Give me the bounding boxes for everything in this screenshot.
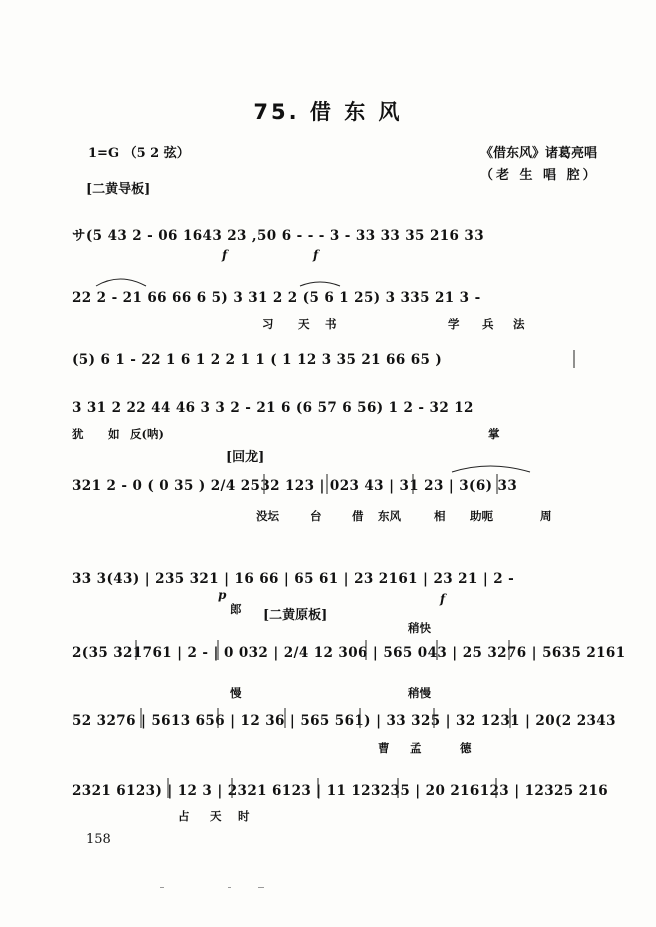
dynamic-forte: f <box>313 248 319 262</box>
lyric-word: 习 <box>262 317 274 331</box>
music-line-2: 22 2 - 21 66 66 6 5) 3 31 2 2 (5 6 1 25) 3 335 21 3 - <box>72 290 481 306</box>
lyric-word: 法 <box>513 317 525 331</box>
lyric-word: 兵 <box>482 317 494 331</box>
slur-mark <box>452 466 530 472</box>
slur-mark <box>96 279 146 286</box>
slur-mark <box>300 282 340 286</box>
dynamic-forte: f <box>440 592 446 606</box>
music-line-4: 3 31 2 22 44 46 3 3 2 - 21 6 (6 57 6 56) 1 2 - 32 12 <box>72 400 474 416</box>
tempo-mark: 稍快 <box>408 621 431 635</box>
music-line-6: 33 3(43) | 235 321 | 16 66 | 65 61 | 23 2161 | 23 21 | 2 - <box>72 571 515 587</box>
page-number: 158 <box>86 832 111 847</box>
lyric-word: 台 <box>310 509 322 523</box>
dynamic-piano: p <box>218 588 227 602</box>
role-style: （老 生 唱 腔） <box>480 168 599 183</box>
lyric-word: 天 <box>298 317 310 331</box>
lyric-word: 助呃 <box>470 509 493 523</box>
lyric-word: 东风 <box>378 509 401 523</box>
section-yuanban: [二黄原板] <box>263 608 328 623</box>
lyric-word: 曹 <box>378 741 390 755</box>
section-huilong: [回龙] <box>226 450 265 465</box>
lyric-word: 借 <box>352 509 364 523</box>
song-title: 75. 借 东 风 <box>253 100 403 124</box>
lyric-word: 时 <box>238 809 250 823</box>
section-daoban: [二黄导板] <box>86 182 151 197</box>
music-line-9: 2321 6123) | 12 3 | 2321 6123 | 11 123235 | 20 216123 | 12325 216 <box>72 783 609 799</box>
lyric-word: 德 <box>460 741 472 755</box>
lyric-word: 书 <box>325 317 337 331</box>
lyric-word: 周 <box>540 509 552 523</box>
music-line-3: (5) 6 1 - 22 1 6 1 2 2 1 1 ( 1 12 3 35 21 66 65 ) <box>72 352 443 368</box>
lyric-word: 学 <box>448 317 460 331</box>
music-line-1: サ(5 43 2 - 06 1643 23 ,50 6 - - - 3 - 33 33 35 216 33 <box>72 228 485 244</box>
music-line-7: 2(35 321761 | 2 - | 0 032 | 2/4 12 306 | 565 043 | 25 3276 | 5635 2161 <box>72 645 626 661</box>
lyric-word: 掌 <box>488 427 500 441</box>
tempo-mark: 慢 <box>230 686 242 700</box>
lyric-word: 郎 <box>230 602 242 616</box>
lyric-word: 孟 <box>410 741 422 755</box>
lyric-word: 天 <box>210 809 222 823</box>
lyric-word: 占 <box>178 809 190 823</box>
music-line-8: 52 3276 | 5613 656 | 12 36 | 565 561) | 33 325 | 32 1231 | 20(2 2343 <box>72 713 616 729</box>
lyric-word: 如 <box>108 427 120 441</box>
lyric-word: 没坛 <box>256 509 279 523</box>
tempo-mark: 稍慢 <box>408 686 431 700</box>
lyric-word: 相 <box>434 509 446 523</box>
key-signature: 1=G （5 2 弦） <box>88 146 190 161</box>
music-line-5: 321 2 - 0 ( 0 35 ) 2/4 2532 123 | 023 43 | 31 23 | 3(6) 33 <box>72 478 518 494</box>
source-credit: 《借东风》诸葛亮唱 <box>480 146 598 161</box>
dynamic-forte: f <box>222 248 228 262</box>
lyric-word: 犹 <box>72 427 84 441</box>
lyric-word: 反(呐) <box>130 427 164 441</box>
